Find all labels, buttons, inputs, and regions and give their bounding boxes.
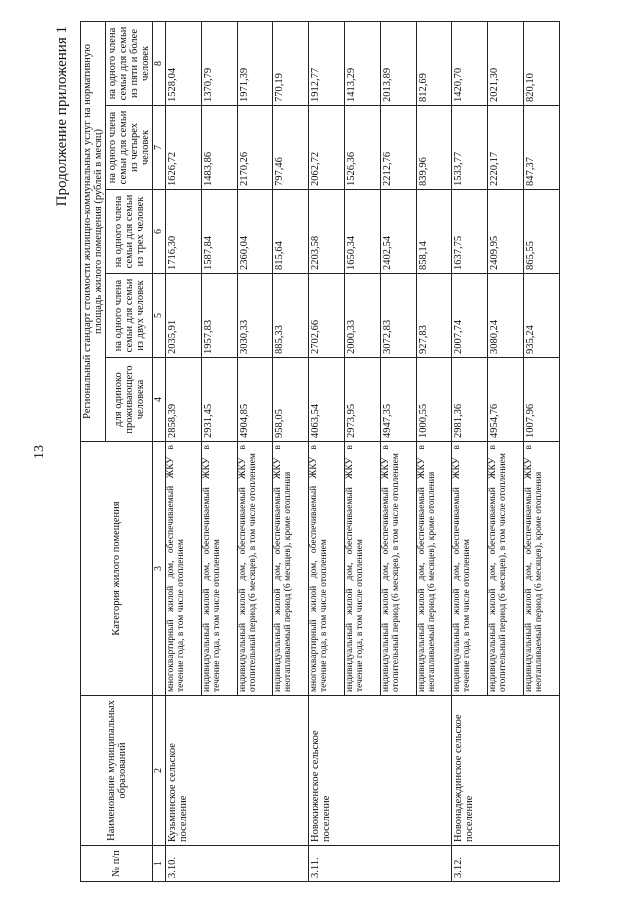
column-number: 8 xyxy=(153,21,166,105)
category-cell: многоквартирный жилой дом, обеспечиваемый ЖКУ в течение года, в том числе отоплением xyxy=(166,442,202,696)
value-cell: 2013,89 xyxy=(380,21,416,105)
value-cell: 2062,72 xyxy=(309,106,345,190)
column-number: 7 xyxy=(153,106,166,190)
category-cell: индивидуальный жилой дом, обеспечиваемый ЖКУ в неотапливаемый период (6 месяцев), кроме отопления xyxy=(273,442,309,696)
value-cell: 770,19 xyxy=(273,21,309,105)
value-cell: 2409,95 xyxy=(488,190,524,274)
value-cell: 2973,95 xyxy=(345,358,381,442)
value-cell: 820,10 xyxy=(524,21,560,105)
category-cell: индивидуальный жилой дом, обеспечиваемый ЖКУ в течение года, в том числе отоплением xyxy=(201,442,237,696)
value-cell: 1637,75 xyxy=(452,190,488,274)
value-cell: 1007,96 xyxy=(524,358,560,442)
header-standard: Региональный стандарт стоимости жилищно-коммунальных услуг на нормативную площадь жилого помещения (рублей в месяц) xyxy=(81,21,106,441)
value-cell: 1912,77 xyxy=(309,21,345,105)
value-cell: 2858,39 xyxy=(166,358,202,442)
municipality-name: Новонадеждинское сельское поселение xyxy=(452,696,560,846)
category-cell: индивидуальный жилой дом, обеспечиваемый ЖКУ в отопительный период (6 месяцев), в том числе отоплением xyxy=(237,442,273,696)
value-cell: 1971,39 xyxy=(237,21,273,105)
value-cell: 2007,74 xyxy=(452,274,488,358)
value-cell: 4947,35 xyxy=(380,358,416,442)
category-cell: индивидуальный жилой дом, обеспечиваемый ЖКУ в отопительный период (6 месяцев), в том числе отоплением xyxy=(380,442,416,696)
category-cell: многоквартирный жилой дом, обеспечиваемый ЖКУ в течение года, в том числе отоплением xyxy=(309,442,345,696)
value-cell: 4063,54 xyxy=(309,358,345,442)
value-cell: 1528,04 xyxy=(166,21,202,105)
subheader-three: на одного члена семьи для семьи из трех человек xyxy=(106,190,153,274)
value-cell: 3072,83 xyxy=(380,274,416,358)
value-cell: 1420,70 xyxy=(452,21,488,105)
rotated-content xyxy=(54,22,560,882)
value-cell: 2931,45 xyxy=(201,358,237,442)
column-number: 2 xyxy=(153,696,166,846)
appendix-label: Продолжение приложения 1 xyxy=(54,26,70,207)
value-cell: 2203,58 xyxy=(309,190,345,274)
value-cell: 815,64 xyxy=(273,190,309,274)
value-cell: 1650,34 xyxy=(345,190,381,274)
category-cell: индивидуальный жилой дом, обеспечиваемый ЖКУ в неотапливаемый период (6 месяцев), кроме отопления xyxy=(524,442,560,696)
category-cell: индивидуальный жилой дом, обеспечиваемый ЖКУ в течение года, в том числе отоплением xyxy=(345,442,381,696)
subheader-single: для одиноко проживающего человека xyxy=(106,358,153,442)
value-cell: 2170,26 xyxy=(237,106,273,190)
value-cell: 2000,33 xyxy=(345,274,381,358)
subheader-two: на одного члена семьи для семьи из двух человек xyxy=(106,274,153,358)
value-cell: 958,05 xyxy=(273,358,309,442)
value-cell: 1626,72 xyxy=(166,106,202,190)
header-municipality: Наименование муниципальных образований xyxy=(81,696,153,846)
value-cell: 2021,30 xyxy=(488,21,524,105)
value-cell: 2981,36 xyxy=(452,358,488,442)
value-cell: 1000,55 xyxy=(416,358,452,442)
value-cell: 2402,54 xyxy=(380,190,416,274)
section-number: 3.10. xyxy=(166,846,309,882)
value-cell: 847,37 xyxy=(524,106,560,190)
category-cell: индивидуальный жилой дом, обеспечиваемый ЖКУ в отопительный период (6 месяцев), в том числе отоплением xyxy=(488,442,524,696)
value-cell: 797,46 xyxy=(273,106,309,190)
value-cell: 4904,85 xyxy=(237,358,273,442)
page-number: 13 xyxy=(32,445,47,459)
column-number: 1 xyxy=(153,846,166,882)
value-cell: 2220,17 xyxy=(488,106,524,190)
header-category: Категория жилого помещения xyxy=(81,442,153,696)
value-cell: 2212,76 xyxy=(380,106,416,190)
value-cell: 1483,86 xyxy=(201,106,237,190)
table-row xyxy=(166,21,202,881)
category-cell: индивидуальный жилой дом, обеспечиваемый ЖКУ в неотапливаемый период (6 месяцев), кроме отопления xyxy=(416,442,452,696)
column-number: 6 xyxy=(153,190,166,274)
standard-table xyxy=(80,21,560,882)
value-cell: 1370,79 xyxy=(201,21,237,105)
value-cell: 3080,24 xyxy=(488,274,524,358)
section-number: 3.12. xyxy=(452,846,560,882)
subheader-four: на одного члена семьи для семьи из четырех человек xyxy=(106,106,153,190)
value-cell: 4954,76 xyxy=(488,358,524,442)
value-cell: 3030,33 xyxy=(237,274,273,358)
value-cell: 1587,84 xyxy=(201,190,237,274)
value-cell: 858,14 xyxy=(416,190,452,274)
column-number-row xyxy=(153,21,166,881)
value-cell: 927,83 xyxy=(416,274,452,358)
header-row xyxy=(81,21,106,881)
table-row xyxy=(452,21,488,881)
value-cell: 885,33 xyxy=(273,274,309,358)
column-number: 3 xyxy=(153,442,166,696)
value-cell: 865,55 xyxy=(524,190,560,274)
table-row xyxy=(309,21,345,881)
value-cell: 1716,30 xyxy=(166,190,202,274)
value-cell: 935,24 xyxy=(524,274,560,358)
table-body xyxy=(166,21,560,881)
value-cell: 2035,91 xyxy=(166,274,202,358)
value-cell: 839,96 xyxy=(416,106,452,190)
header-num: № п/п xyxy=(81,846,153,882)
column-number: 5 xyxy=(153,274,166,358)
subheader-five: на одного члена семьи для семьи из пяти и более человек xyxy=(106,21,153,105)
value-cell: 2702,66 xyxy=(309,274,345,358)
category-cell: индивидуальный жилой дом, обеспечиваемый ЖКУ в течение года, в том числе отоплением xyxy=(452,442,488,696)
value-cell: 2360,04 xyxy=(237,190,273,274)
value-cell: 1533,77 xyxy=(452,106,488,190)
value-cell: 1413,29 xyxy=(345,21,381,105)
municipality-name: Кузьминское сельское поселение xyxy=(166,696,309,846)
value-cell: 1957,83 xyxy=(201,274,237,358)
section-number: 3.11. xyxy=(309,846,452,882)
value-cell: 812,69 xyxy=(416,21,452,105)
value-cell: 1526,36 xyxy=(345,106,381,190)
column-number: 4 xyxy=(153,358,166,442)
municipality-name: Новокиженское сельское поселение xyxy=(309,696,452,846)
